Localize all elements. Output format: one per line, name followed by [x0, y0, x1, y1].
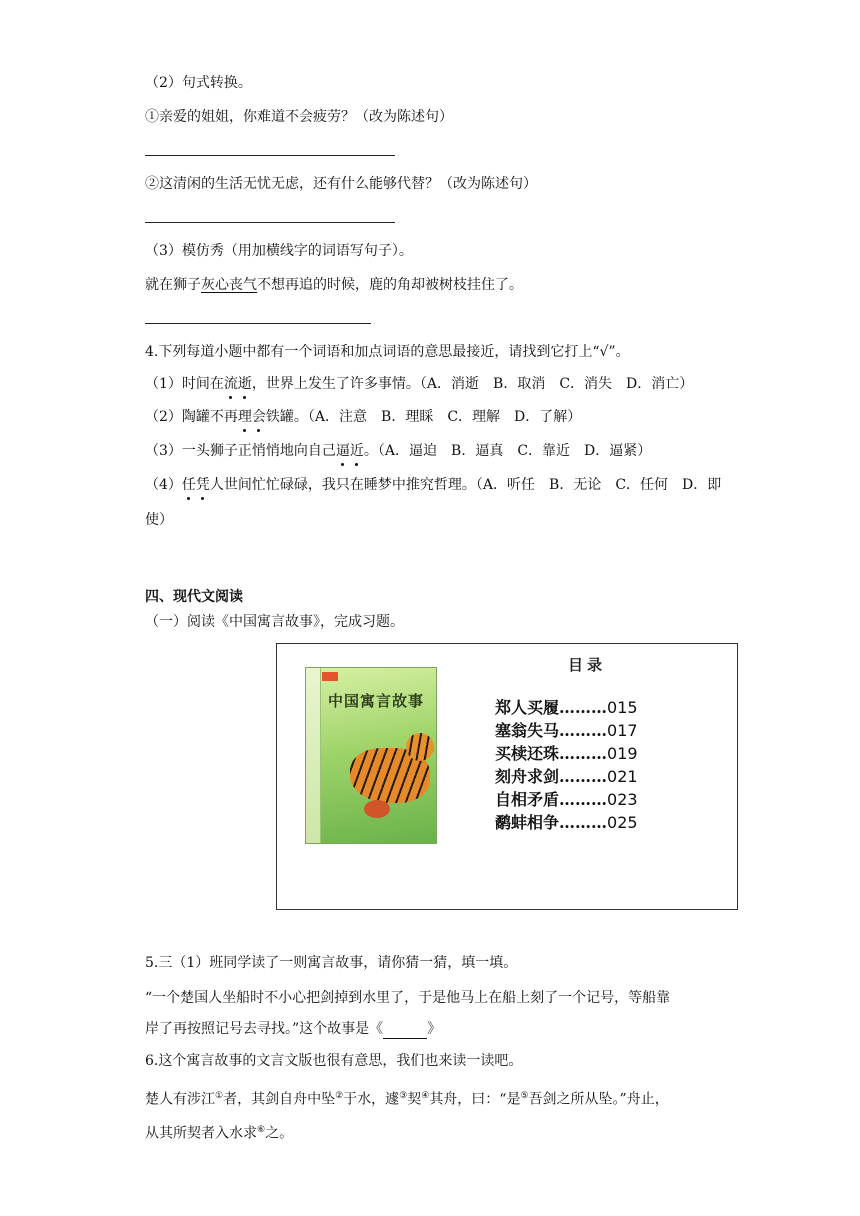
toc-item — [495, 788, 638, 811]
q4-item-2 — [145, 407, 581, 427]
toc-item-page: 019 — [607, 744, 638, 763]
toc-title: 目录 — [568, 656, 607, 674]
q4-item-2-text-a: （2）陶罐不再 — [145, 409, 238, 425]
book-illustration — [276, 643, 738, 910]
q3-before: 就在狮子 — [145, 277, 201, 293]
book-cover-title: 中国寓言故事 — [328, 692, 425, 710]
q4-item-4-text-b: 人世间忙忙碌碌，我只在睡梦中推究哲理。（A．听任 B．无论 C．任何 D．即 — [209, 477, 722, 493]
q4-item-2-text-b: 铁罐。（A．注意 B．理睬 C．理解 D．了解） — [265, 409, 582, 425]
q4-item-3-dotted-char-2: 近 — [349, 443, 364, 459]
answer-line-3[interactable] — [145, 323, 371, 324]
q6-note-marker: ① — [215, 1091, 224, 1101]
q2-sentence-1: ①亲爱的姐姐，你难道不会疲劳？（改为陈述句） — [145, 109, 453, 125]
q6-text: 从其所契者入水求 — [145, 1125, 257, 1142]
q2-sentence-2: ②这清闲的生活无忧无虑，还有什么能够代替？（改为陈述句） — [145, 176, 537, 192]
q6-text: 其舟，曰：“是 — [429, 1091, 521, 1108]
q3-underlined-word: 灰心丧气 — [201, 277, 257, 293]
book-cover-image — [305, 667, 437, 844]
q6-text: 吾剑之所从坠。”舟止， — [528, 1091, 669, 1108]
q4-item-1-dotted-char-2: 逝 — [237, 376, 252, 392]
book-spine — [306, 668, 321, 843]
table-of-contents — [495, 696, 638, 834]
q3-heading: （3）模仿秀（用加横线字的词语写句子）。 — [145, 243, 413, 259]
q6-text: 之。 — [265, 1125, 294, 1142]
fox-illustration — [364, 800, 390, 818]
toc-item-page: 023 — [607, 790, 638, 809]
q5-text-2 — [145, 1019, 441, 1039]
q6-note-marker: ② — [335, 1091, 344, 1101]
q6-text: 契 — [407, 1091, 422, 1108]
q4-item-3-text-a: （3）一头狮子正悄悄地向自己 — [145, 443, 336, 459]
toc-item-page: 015 — [607, 698, 638, 717]
q4-item-2-dotted-char-1: 理 — [237, 409, 252, 425]
toc-item-name: 鹬蚌相争 — [495, 813, 560, 832]
q5-fill-blank[interactable] — [383, 1022, 427, 1039]
toc-item — [495, 696, 638, 719]
q6-intro: 6.这个寓言故事的文言文版也很有意思，我们也来读一读吧。 — [145, 1053, 523, 1069]
q4-item-1-text-a: （1）时间在 — [145, 376, 224, 392]
q4-item-3-text-b: 。（A．逼迫 B．逼真 C．靠近 D．逼紧） — [363, 443, 652, 459]
q6-note-marker: ③ — [399, 1091, 408, 1101]
q4-item-4-continued: 使） — [145, 512, 173, 528]
toc-item-name: 刻舟求剑 — [495, 767, 560, 786]
toc-item — [495, 765, 638, 788]
q4-item-1-dotted-char-1: 流 — [223, 376, 238, 392]
toc-item-name: 塞翁失马 — [495, 721, 560, 740]
toc-item-leader: ……… — [559, 744, 608, 763]
toc-item-name: 郑人买履 — [495, 698, 560, 717]
q4-item-4-dotted-char-2: 凭 — [195, 477, 210, 493]
q6-classical-line-2 — [145, 1120, 293, 1144]
q6-note-marker: ⑤ — [520, 1091, 529, 1101]
q5-intro: 5.三（1）班同学读了一则寓言故事，请你猜一猜，填一填。 — [145, 955, 518, 971]
q6-text: 者，其剑自舟中坠 — [223, 1091, 336, 1108]
q4-item-1-text-b: ，世界上发生了许多事情。（A．消逝 B．取消 C．消失 D．消亡） — [251, 376, 694, 392]
q6-text: 楚人有涉江 — [145, 1091, 215, 1108]
toc-item-name: 自相矛盾 — [495, 790, 560, 809]
q3-after: 不想再追的时候，鹿的角却被树枝挂住了。 — [257, 277, 523, 293]
q4-item-3 — [145, 441, 651, 461]
q6-classical-line-1 — [145, 1086, 669, 1110]
toc-item-leader: ……… — [559, 790, 608, 809]
toc-item-page: 021 — [607, 767, 638, 786]
q6-note-marker: ④ — [421, 1091, 430, 1101]
q5-text-2a: 岸了再按照记号去寻找。”这个故事是《 — [145, 1021, 384, 1037]
q4-item-4-dotted-char-1: 任 — [181, 477, 196, 493]
q4-item-2-dotted-char-2: 会 — [251, 409, 266, 425]
toc-item — [495, 811, 638, 834]
q6-text: 于水，遽 — [343, 1091, 400, 1108]
toc-item-leader: ……… — [559, 813, 608, 832]
q4-item-4-text-a: （4） — [145, 477, 182, 493]
toc-item-leader: ……… — [559, 767, 608, 786]
q3-sentence — [145, 275, 523, 295]
publisher-logo — [322, 672, 338, 681]
q6-note-marker: ⑥ — [257, 1125, 266, 1135]
section-4-subtitle: （一）阅读《中国寓言故事》，完成习题。 — [145, 614, 404, 630]
toc-item — [495, 719, 638, 742]
tiger-head-illustration — [406, 733, 434, 761]
q5-text-2b: 》 — [427, 1021, 442, 1037]
answer-line-1[interactable] — [145, 155, 395, 156]
toc-item-leader: ……… — [559, 721, 608, 740]
toc-item — [495, 742, 638, 765]
q4-intro: 4.下列每道小题中都有一个词语和加点词语的意思最接近，请找到它打上“√”。 — [145, 344, 630, 360]
q4-item-3-dotted-char-1: 逼 — [335, 443, 350, 459]
q4-item-1 — [145, 374, 693, 394]
q2-heading: （2）句式转换。 — [145, 75, 252, 91]
section-4-title: 四、现代文阅读 — [145, 589, 243, 605]
answer-line-2[interactable] — [145, 222, 395, 223]
toc-item-page: 017 — [607, 721, 638, 740]
toc-item-leader: ……… — [559, 698, 608, 717]
toc-item-name: 买椟还珠 — [495, 744, 560, 763]
toc-item-page: 025 — [607, 813, 638, 832]
q4-item-4 — [145, 475, 721, 495]
q5-text-1: “一个楚国人坐船时不小心把剑掉到水里了，于是他马上在船上刻了一个记号，等船靠 — [145, 990, 671, 1006]
